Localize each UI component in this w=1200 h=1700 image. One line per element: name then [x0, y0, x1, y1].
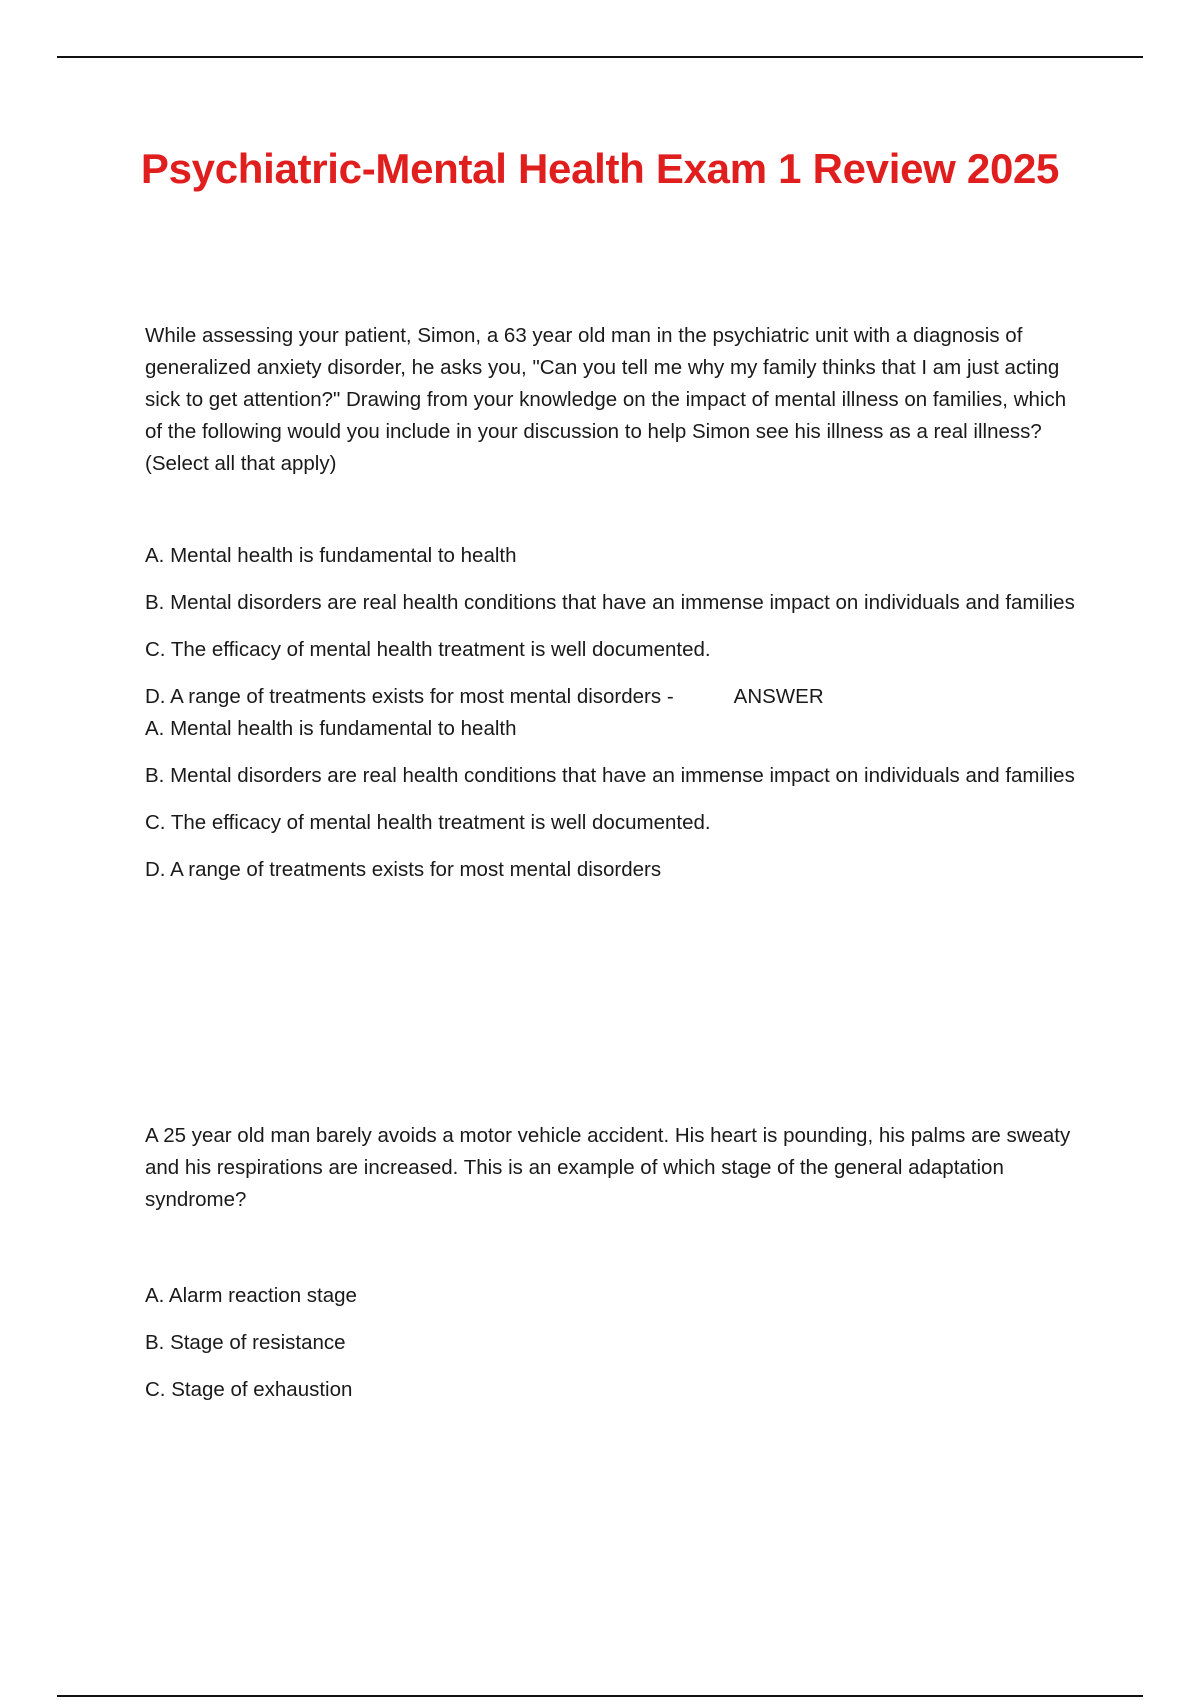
- question-2-option-c: C. Stage of exhaustion: [145, 1378, 353, 1401]
- answer-label: ANSWER: [733, 685, 824, 708]
- question-1-stem: While assessing your patient, Simon, a 63 year old man in the psychiatric unit with a diagnosis of generalized anxiety disorder, he asks you, "Can you tell me why my family thinks that I am just acting sick to get attention?" Drawing from your knowledge on the impact of mental illness on families, which of the following would you include in your discussion to help Simon see his illness as a real illness? (Select all that apply): [145, 324, 1067, 475]
- question-1-answer-b: B. Mental disorders are real health conditions that have an immense impact on individuals and families: [145, 764, 1075, 787]
- question-2-option-a: A. Alarm reaction stage: [145, 1284, 357, 1307]
- question-2-option-b: B. Stage of resistance: [145, 1331, 346, 1354]
- question-1-option-d-line: [145, 681, 1075, 713]
- question-1-answer-a: A. Mental health is fundamental to health: [145, 717, 517, 740]
- question-2-stem: A 25 year old man barely avoids a motor vehicle accident. His heart is pounding, his palms are sweaty and his respirations are increased. This is an example of which stage of the general adaptation syndrome?: [145, 1124, 1071, 1211]
- question-1-option-a: A. Mental health is fundamental to health: [145, 544, 517, 567]
- document-title: Psychiatric-Mental Health Exam 1 Review 2025: [140, 145, 1060, 192]
- header-rule: [57, 56, 1143, 58]
- question-1: [145, 320, 1075, 901]
- question-1-answer-c: C. The efficacy of mental health treatment is well documented.: [145, 811, 711, 834]
- question-1-answer-d: D. A range of treatments exists for most mental disorders: [145, 858, 662, 881]
- question-1-option-c: C. The efficacy of mental health treatment is well documented.: [145, 638, 711, 661]
- question-1-options: [145, 540, 1075, 713]
- question-2-options: [145, 1280, 1075, 1406]
- question-1-option-b: B. Mental disorders are real health conditions that have an immense impact on individuals and families: [145, 591, 1075, 614]
- question-1-answers: [145, 713, 1075, 886]
- question-1-option-d: D. A range of treatments exists for most mental disorders -: [145, 685, 674, 708]
- footer-rule: [57, 1695, 1143, 1697]
- question-2: [145, 1120, 1075, 1421]
